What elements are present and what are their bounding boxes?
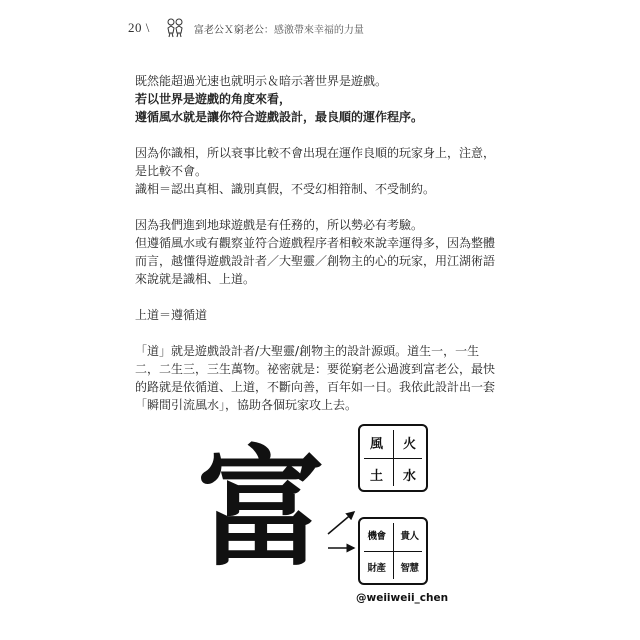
text-line: 若以世界是遊戲的角度來看， [135,92,292,106]
body-text [135,72,505,414]
grid-cell-wind: 風 [369,436,383,452]
text-line: 上道＝遵循道 [135,308,208,322]
paragraph-gap [135,198,505,216]
text-line: 「道」就是遊戲設計者/大聖靈/創物主的設計源頭。道生一，一生 [135,344,480,358]
grid-cell-opportunity: 機會 [367,531,386,542]
text-line: 但遵循風水或有觀察並符合遊戲程序者相較來說幸運得多，因為整體 [135,236,496,250]
text-line: 「瞬間引流風水」，協助各個玩家攻上去。 [135,398,358,412]
text-line: 來說就是識相、上道。 [135,272,256,286]
page-number: 20 \ [128,20,150,35]
grid-cell-fire: 火 [402,436,416,452]
grid-cell-wealth: 財產 [367,563,386,574]
fortune-grid [358,517,428,585]
text-line: 遵循風水就是讓你符合遊戲設計，最良順的運作程序。 [135,110,424,124]
paragraph-gap [135,126,505,144]
author-signature: @weiiweii_chen [356,592,449,604]
text-line: 因為你識相，所以衰事比較不會出現在運作良順的玩家身上，注意， [135,146,496,160]
text-line: 識相＝認出真相、識別真假，不受幻相箝制、不受制約。 [135,182,436,196]
book-title: 富老公Ｘ窮老公 [193,24,264,36]
big-character-fu: 富 [196,435,325,584]
text-line: 而言，越懂得遊戲設計者／大聖靈／創物主的心的玩家，用江湖術語 [135,254,496,268]
book-subtitle: ：感激帶來幸福的力量 [263,24,364,36]
page-header [128,17,528,39]
text-line: 因為我們進到地球遊戲是有任務的，所以勢必有考驗。 [135,218,424,232]
family-logo-icon [164,18,186,38]
grid-cell-earth: 土 [369,468,383,484]
grid-cell-wisdom: 智慧 [400,563,419,574]
text-line: 既然能超過光速也就明示＆暗示著世界是遊戲。 [135,74,388,88]
elements-grid [358,424,428,492]
grid-cell-water: 水 [402,468,416,484]
text-line: 二，二生三，三生萬物。祕密就是：要從窮老公過渡到富老公，最快 [135,362,496,376]
paragraph-gap [135,324,505,342]
feng-shui-figure [196,420,449,620]
paragraph-gap [135,288,505,306]
text-line: 是比較不會。 [135,164,208,178]
grid-cell-benefactor: 貴人 [400,531,419,542]
text-line: 的路就是依循道、上道，不斷向善，百年如一日。我依此設計出一套 [135,380,496,394]
